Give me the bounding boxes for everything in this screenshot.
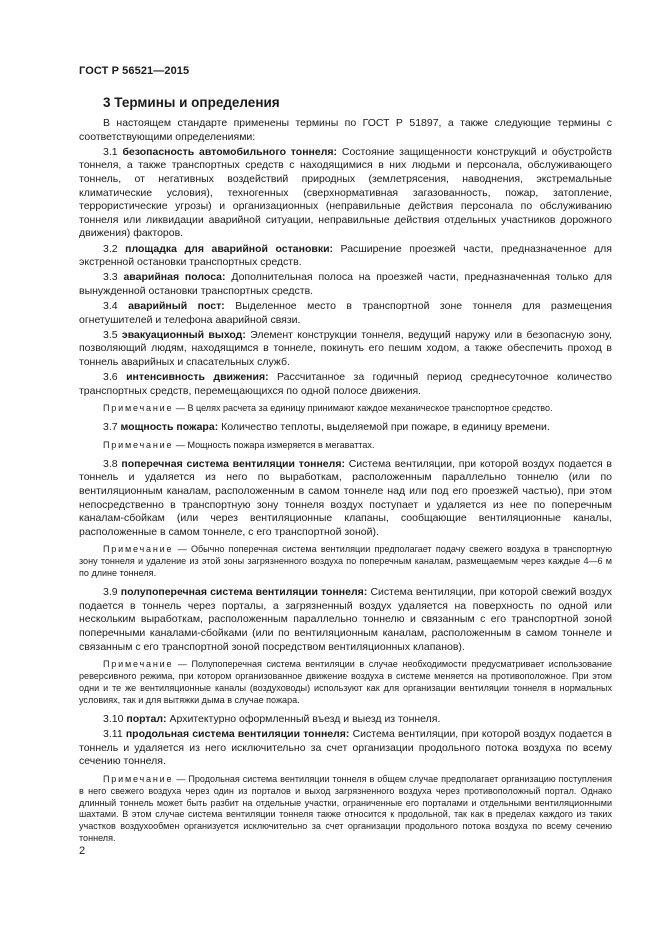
term-definition: Количество теплоты, выделяемой при пожаре, в единицу времени. [221,421,550,434]
term-number: 3.2 [103,242,118,255]
term-entry [79,271,612,298]
document-body [79,117,612,851]
term-name: площадка для аварийной остановки: [125,242,334,255]
term-definition: Расширение проезжей части, предназначенное для экстренной остановки транспортных средств. [79,242,612,269]
term-definition: Архитектурно оформленный въезд и выезд из тоннеля. [169,712,441,725]
term-number: 3.7 [103,421,118,434]
term-name: мощность пожара: [120,421,219,434]
term-name: эвакуационный выход: [121,328,246,341]
note-label: Примечание [103,439,174,450]
term-definition: Состояние защищенности конструкций и обустройств тоннеля, а также транспортных средств с находящимися в них людьми и персонала, обслуживающего тоннель, от негативных воздействий природных (землетрясения, наводнения, экстремальные климатические условия), техногенных (сверхнормативная загазованность, пожар, затопление, террористические угрозы) и организационных (неправильные действия персонала по обслуживанию тоннеля или ликвидации аварийной ситуации, неправильные действия отдельных участников дорожного движения) факторов. [79,145,613,240]
note-text: — Мощность пожара измеряется в мегаваттах. [175,439,375,450]
term-number: 3.6 [103,371,118,384]
term-note [79,440,612,452]
note-label: Примечание [103,659,174,670]
term-entry [79,371,612,398]
term-entry [79,586,612,654]
page-number: 2 [79,845,86,857]
note-text: — Продольная система вентиляции тоннеля в общем случае предполагает организацию поступления в него свежего воздуха через один из порталов и выход загрязненного воздуха через противоположный портал. Однако длинный тоннель может быть разбит на отдельные участки, ограниченные его порталами и отдельными вентиляционными шахтами. В этом случае система вентиляции тоннеля также относится к продольной, так как в пределах каждого из таких участков воздухообмен организуется исключительно за счет организации продольного потока воздуха по всему сечению тоннеля. [79,773,612,844]
term-definition: Рассчитанное за годичный период среднесуточное количество транспортных средств, перемещающихся по одной полосе движения. [79,371,612,397]
term-number: 3.1 [103,145,118,158]
term-number: 3.8 [103,457,118,470]
term-number: 3.9 [103,586,118,599]
term-number: 3.5 [103,328,118,341]
term-note [79,659,612,707]
term-entry [79,713,612,727]
note-text: — В целях расчета за единицу принимают каждое механическое транспортное средство. [175,403,553,414]
term-name: продольная система вентиляции тоннеля: [125,727,350,740]
note-label: Примечание [103,544,174,555]
term-definition: Система вентиляции, при которой свежий воздух подается в тоннель через порталы, а загрязненный воздух удаляется на поверхность по одной или нескольким выработкам, расположенным параллельно тоннелю и связанным с его транспортной зоной поперечными каналами-сбойками (или по вентиляционным каналам, расположенным в самом тоннеле и связанным с его транспортной зоной посредством вентиляционных клапанов). [79,586,613,653]
term-note [79,403,612,415]
note-text: — Полупоперечная система вентиляции в случае необходимости предусматривает использование реверсивного режима, при котором организованное движение воздуха в системе меняется на противоположное. При этом одни и те же вентиляционные каналы (воздуховоды) используют как для организации вентиляции тоннеля в нормальных условиях, так и для вытяжки дыма в случае пожара. [79,659,613,705]
term-entry [79,458,612,540]
term-definition: Выделенное место в транспортной зоне тоннеля для размещения огнетушителей и телефона аварийной связи. [79,300,613,326]
term-number: 3.3 [103,271,118,284]
term-name: интенсивность движения: [126,371,269,384]
term-number: 3.4 [103,300,118,313]
note-label: Примечание [103,773,174,784]
term-note [79,774,612,845]
term-note [79,544,612,580]
term-definition: Элемент конструкции тоннеля, ведущий наружу или в безопасную зону, позволяющий людям, находящимся в тоннеле, покинуть его пешим ходом, а также обеспечить проход в тоннель аварийных и спасательных служб. [79,328,613,369]
term-entry [79,146,612,241]
term-entry [79,243,612,270]
note-text: — Обычно поперечная система вентиляции предполагает подачу свежего воздуха в транспортную зону тоннеля и удаление из этой зоны загрязненного воздуха по поперечным каналам, размещаемым через каждые 4—6 м по длине тоннеля. [79,544,612,579]
term-definition: Дополнительная полоса на проезжей части, предназначенная только для вынужденной остановки транспортных средств. [79,271,613,297]
term-entry [79,421,612,435]
standard-header: ГОСТ Р 56521—2015 [79,65,190,77]
term-number: 3.10 [103,712,124,725]
intro-paragraph: В настоящем стандарте применены термины по ГОСТ Р 51897, а также следующие термины с соответствующими определениями: [79,117,612,143]
note-label: Примечание [103,403,174,414]
term-definition: Система вентиляции, при которой воздух подается в тоннель и удаляется из него исключительно за счет организации продольного потока воздуха по всему сечению тоннеля. [79,727,612,768]
term-number: 3.11 [103,727,123,740]
term-name: поперечная система вентиляции тоннеля: [121,457,345,470]
term-name: аварийная полоса: [123,271,226,284]
term-entry [79,300,612,327]
term-name: безопасность автомобильного тоннеля: [122,145,338,158]
section-title: 3 Термины и определения [103,95,280,110]
term-entry [79,329,612,370]
term-entry [79,728,612,769]
term-name: аварийный пост: [128,300,225,313]
term-name: полупоперечная система вентиляции тоннеля: [120,586,368,599]
terms-list [79,146,612,845]
term-name: портал: [126,712,167,725]
term-definition: Система вентиляции, при которой воздух подается в тоннель и удаляется из него по выработкам, расположенным параллельно тоннелю (или по вентиляционным каналам, расположенным в самом тоннеле над или под его проезжей частью), при этом непосредственно в транспортную зону тоннеля воздух поступает и удаляется из нее по поперечным каналам-сбойкам (или через вентиляционные клапаны, сообщающие вентиляционные каналы, расположенные в самом тоннеле, с его транспортной зоной). [79,457,612,538]
